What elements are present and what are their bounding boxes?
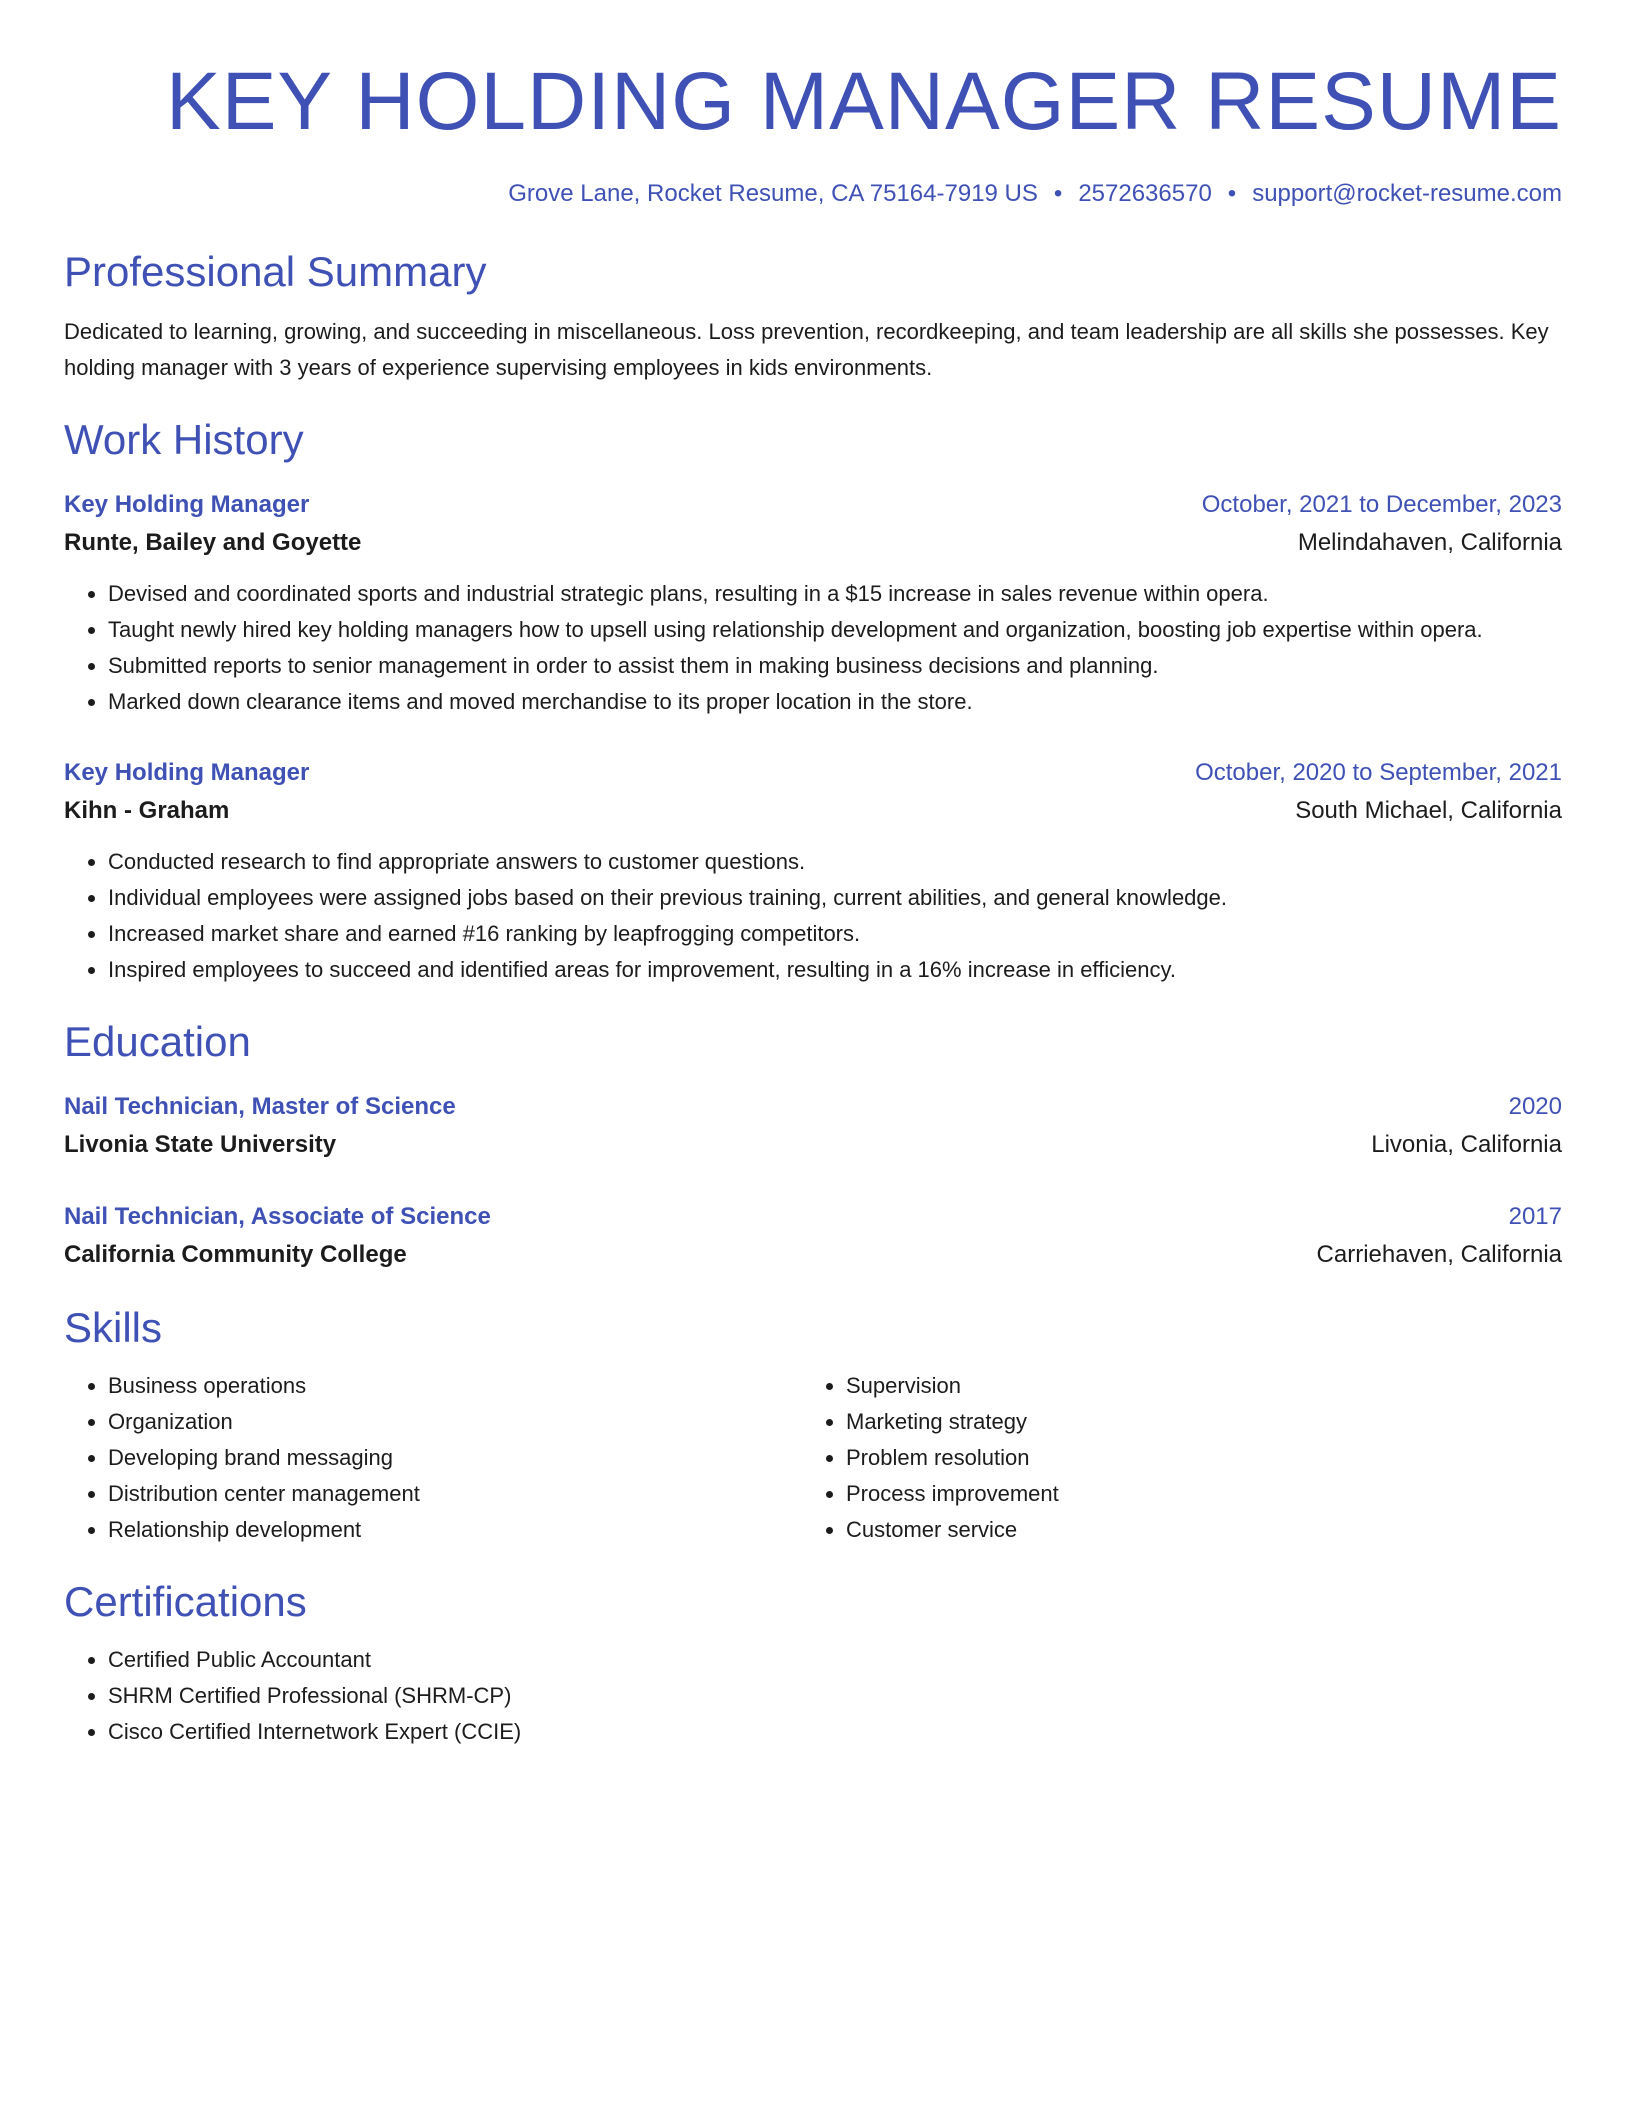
- skill-item: • Marketing strategy: [846, 1404, 1540, 1440]
- skills-list-left: [64, 1368, 802, 1548]
- job-bullet: • Taught newly hired key holding managers how to upsell using relationship development and organization, boosting job expertise within opera.: [108, 612, 1562, 648]
- skills-columns: [64, 1368, 1562, 1548]
- skill-item: • Developing brand messaging: [108, 1440, 802, 1476]
- job-bullet: • Devised and coordinated sports and industrial strategic plans, resulting in a $15 increase in sales revenue within opera.: [108, 576, 1562, 612]
- skill-item: • Problem resolution: [846, 1440, 1540, 1476]
- section-title-education: Education: [64, 1018, 251, 1065]
- education-school: California Community College: [64, 1241, 407, 1268]
- job-dates: October, 2021 to December, 2023: [1201, 491, 1562, 518]
- education-degree: Nail Technician, Master of Science: [64, 1093, 456, 1120]
- job-bullet: • Increased market share and earned #16 ranking by leapfrogging competitors.: [108, 916, 1562, 952]
- section-work-history: [64, 414, 1562, 988]
- education-entry: [64, 1088, 1562, 1164]
- section-title-work-history: Work History: [64, 416, 304, 463]
- job-bullet: • Inspired employees to succeed and identified areas for improvement, resulting in a 16% increase in efficiency.: [108, 952, 1562, 988]
- resume-title: KEY HOLDING MANAGER RESUME: [166, 56, 1562, 147]
- section-education: [64, 1016, 1562, 1274]
- job-entry: [64, 754, 1562, 988]
- skill-item: • Process improvement: [846, 1476, 1540, 1512]
- job-entry: [64, 486, 1562, 720]
- job-company: Kihn - Graham: [64, 797, 230, 824]
- section-skills: [64, 1302, 1562, 1548]
- job-bullet: • Submitted reports to senior management in order to assist them in making business decisions and planning.: [108, 648, 1562, 684]
- skill-item: • Organization: [108, 1404, 802, 1440]
- education-school: Livonia State University: [64, 1131, 337, 1158]
- contact-email[interactable]: support@rocket-resume.com: [1252, 180, 1562, 207]
- job-location: Melindahaven, California: [1297, 529, 1562, 556]
- education-location: Livonia, California: [1371, 1131, 1562, 1158]
- skill-item: • Distribution center management: [108, 1476, 802, 1512]
- skill-item: • Relationship development: [108, 1512, 802, 1548]
- contact-phone[interactable]: 2572636570: [1078, 180, 1212, 207]
- job-bullet: • Conducted research to find appropriate answers to customer questions.: [108, 844, 1562, 880]
- skills-list-right: [802, 1368, 1540, 1548]
- job-company: Runte, Bailey and Goyette: [64, 529, 362, 556]
- certification-item: • SHRM Certified Professional (SHRM-CP): [108, 1678, 1562, 1714]
- section-title-certifications: Certifications: [64, 1578, 307, 1625]
- job-role: Key Holding Manager: [64, 491, 310, 518]
- certification-item: • Cisco Certified Internetwork Expert (CCIE): [108, 1714, 1562, 1750]
- job-bullets: [64, 844, 1562, 988]
- section-title-summary: Professional Summary: [64, 248, 487, 295]
- contact-address: Grove Lane, Rocket Resume, CA 75164-7919 US: [508, 180, 1038, 207]
- skill-item: • Supervision: [846, 1368, 1540, 1404]
- section-title-skills: Skills: [64, 1304, 163, 1351]
- job-bullets: [64, 576, 1562, 720]
- resume-page: [64, 52, 1562, 1750]
- job-bullet: • Marked down clearance items and moved merchandise to its proper location in the store.: [108, 684, 1562, 720]
- education-entry: [64, 1198, 1562, 1274]
- skill-item: • Customer service: [846, 1512, 1540, 1548]
- contact-line: [64, 178, 1562, 210]
- job-role: Key Holding Manager: [64, 759, 310, 786]
- certifications-list: [64, 1642, 1562, 1750]
- job-location: South Michael, California: [1295, 797, 1562, 824]
- skill-item: • Business operations: [108, 1368, 802, 1404]
- education-year: 2020: [1508, 1093, 1562, 1120]
- section-certifications: [64, 1576, 1562, 1750]
- certification-item: • Certified Public Accountant: [108, 1642, 1562, 1678]
- education-degree: Nail Technician, Associate of Science: [64, 1203, 491, 1230]
- summary-text: Dedicated to learning, growing, and succeeding in miscellaneous. Loss prevention, recordkeeping, and team leadership are all skills she possesses. Key holding manager with 3 years of experience supervising employees in kids environments.: [64, 319, 1549, 380]
- contact-separator: •: [1053, 180, 1063, 207]
- education-location: Carriehaven, California: [1316, 1241, 1562, 1268]
- contact-separator: •: [1227, 180, 1237, 207]
- job-dates: October, 2020 to September, 2021: [1195, 759, 1562, 786]
- job-bullet: • Individual employees were assigned jobs based on their previous training, current abilities, and general knowledge.: [108, 880, 1562, 916]
- education-year: 2017: [1508, 1203, 1562, 1230]
